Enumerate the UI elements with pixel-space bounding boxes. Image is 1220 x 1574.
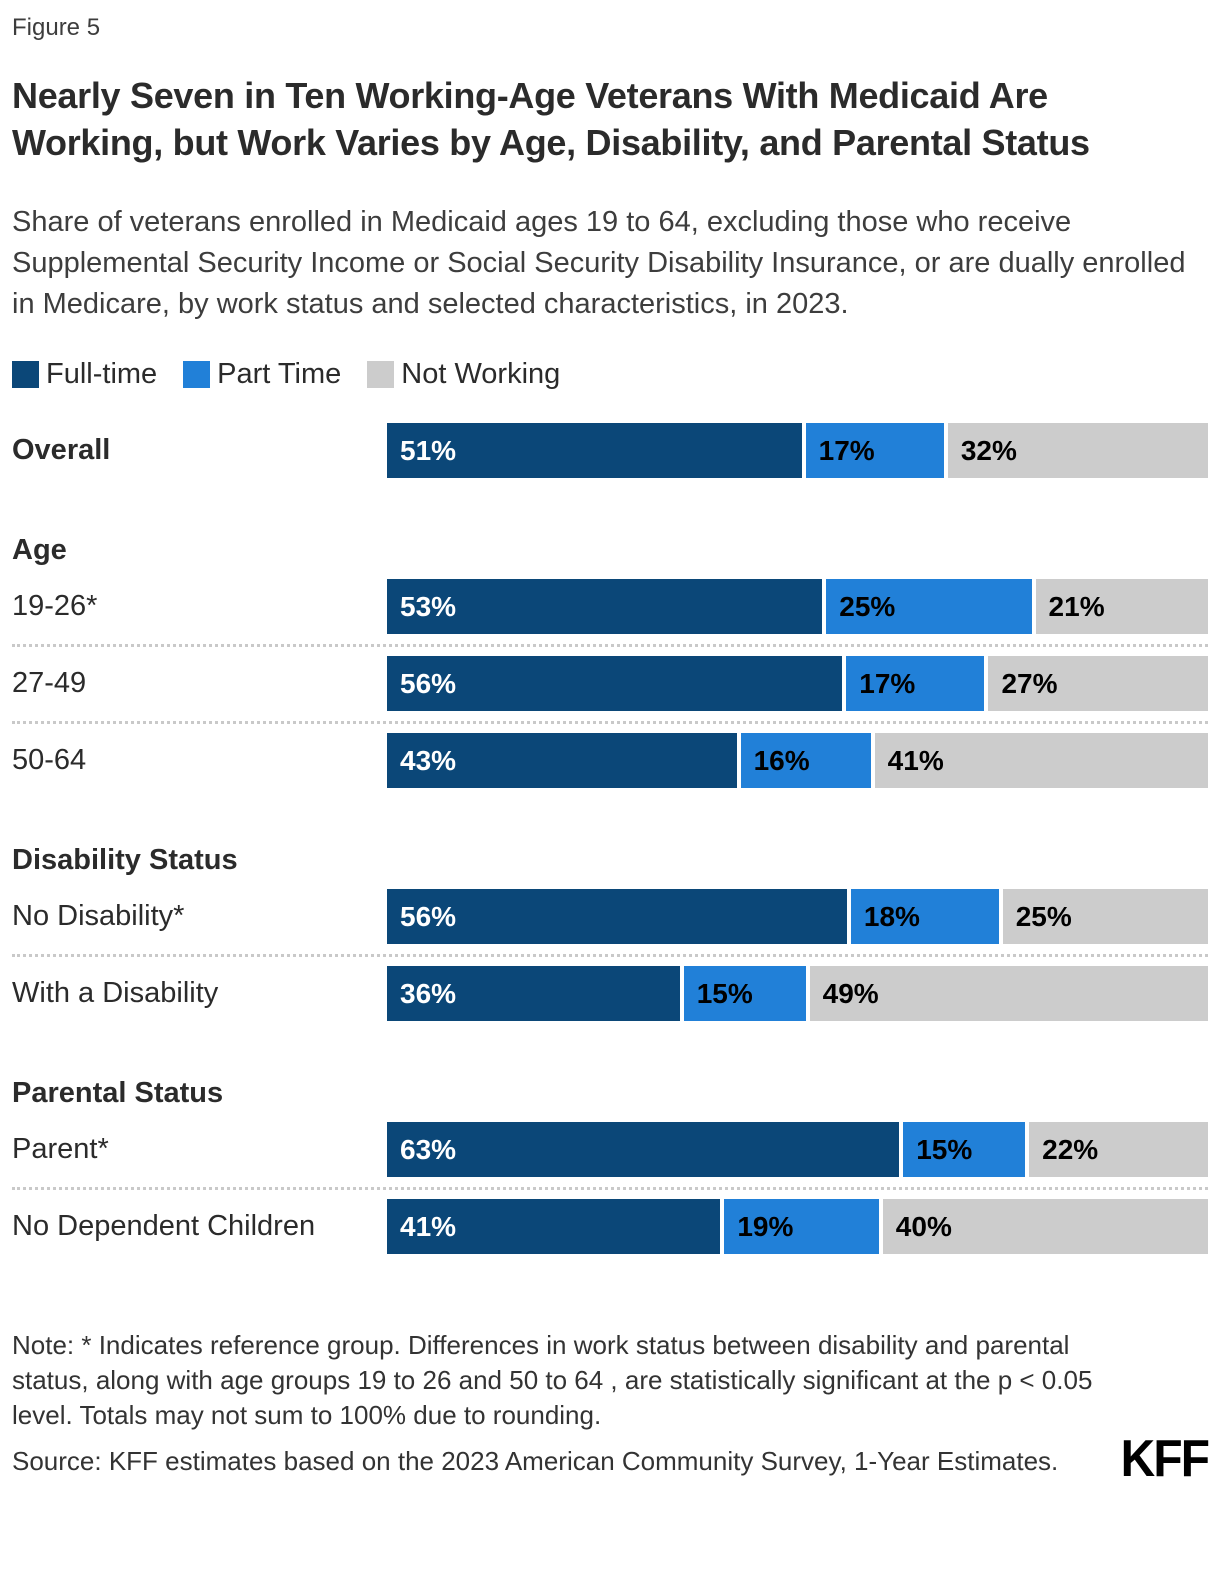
bar-segment-not-working [810, 966, 1208, 1021]
bar-segment-part-time [851, 889, 999, 944]
bar-segment-not-working [1029, 1122, 1208, 1177]
legend-swatch-icon [367, 361, 394, 388]
bar-segment-full-time [387, 1122, 899, 1177]
kff-logo: KFF [1120, 1430, 1208, 1488]
legend-label: Not Working [401, 357, 561, 390]
bar-segment-full-time [387, 656, 842, 711]
bar-track [387, 1199, 1208, 1254]
table-row [12, 423, 1208, 478]
row-label: With a Disability [12, 977, 219, 1009]
table-row [12, 966, 1208, 1021]
note-text: Note: * Indicates reference group. Differences in work status between disability and parental status, along with age groups 19 to 26 and 50 to 64 , are statistically significant at the p < 0.05 level. Totals may not sum to 100% due to rounding. [12, 1330, 1093, 1430]
segment-value: 49% [822, 977, 879, 1009]
bar-track [387, 733, 1208, 788]
segment-value: 22% [1042, 1133, 1099, 1165]
source-text: Source: KFF estimates based on the 2023 American Community Survey, 1-Year Estimates. [12, 1446, 1059, 1476]
bar-segment-part-time [741, 733, 871, 788]
row-separator [12, 644, 1208, 647]
segment-value: 17% [818, 434, 875, 466]
chart-subtitle: Share of veterans enrolled in Medicaid ages 19 to 64, excluding those who receive Supplemental Security Income or Social Security Disability Insurance, or are dually enrolled in Medicare, by work status and selected characteristics, in 2023. [12, 206, 1186, 320]
row-separator [12, 721, 1208, 724]
row-label: Parent* [12, 1133, 109, 1165]
segment-value: 15% [696, 977, 753, 1009]
segment-value: 41% [887, 744, 944, 776]
legend-swatch-icon [12, 361, 39, 388]
bar-segment-part-time [903, 1122, 1025, 1177]
table-row [12, 579, 1208, 634]
bar-track [387, 966, 1208, 1021]
legend-label: Part Time [217, 357, 342, 390]
legend-label: Full-time [46, 357, 158, 390]
bar-track [387, 889, 1208, 944]
segment-value: 32% [960, 434, 1017, 466]
legend-swatch-icon [183, 361, 210, 388]
row-label: No Disability* [12, 900, 185, 932]
row-separator [12, 1187, 1208, 1190]
figure-label: Figure 5 [12, 14, 101, 41]
segment-value: 56% [400, 900, 457, 932]
segment-value: 16% [753, 744, 810, 776]
bar-segment-full-time [387, 889, 847, 944]
table-row [12, 889, 1208, 944]
legend-item-1 [183, 358, 341, 391]
segment-value: 41% [400, 1210, 457, 1242]
bar-segment-full-time [387, 423, 802, 478]
segment-value: 63% [400, 1133, 457, 1165]
bar-segment-full-time [387, 966, 680, 1021]
bar-segment-part-time [826, 579, 1031, 634]
bar-segment-not-working [883, 1199, 1208, 1254]
bar-track [387, 423, 1208, 478]
segment-value: 51% [400, 434, 457, 466]
segment-value: 15% [916, 1133, 973, 1165]
segment-value: 43% [400, 744, 457, 776]
segment-value: 25% [839, 590, 896, 622]
legend [12, 356, 1208, 392]
segment-value: 18% [863, 900, 920, 932]
segment-value: 25% [1015, 900, 1072, 932]
section-header: Disability Status [12, 844, 238, 876]
segment-value: 36% [400, 977, 457, 1009]
footer [12, 1430, 1208, 1488]
bar-segment-not-working [1036, 579, 1208, 634]
legend-item-2 [367, 358, 560, 391]
bar-segment-part-time [846, 656, 984, 711]
legend-item-0 [12, 358, 157, 391]
bar-segment-full-time [387, 733, 737, 788]
segment-value: 56% [400, 667, 457, 699]
bar-segment-part-time [806, 423, 944, 478]
chart-title: Nearly Seven in Ten Working-Age Veterans With Medicaid Are Working, but Work Varies by Age, Disability, and Parental Status [12, 75, 1090, 163]
section-header: Parental Status [12, 1077, 224, 1109]
bar-segment-full-time [387, 579, 822, 634]
bar-segment-full-time [387, 1199, 720, 1254]
table-row [12, 656, 1208, 711]
row-label: Overall [12, 434, 111, 466]
bar-track [387, 1122, 1208, 1177]
bar-track [387, 656, 1208, 711]
row-separator [12, 954, 1208, 957]
row-label: 19-26* [12, 590, 98, 622]
bar-segment-part-time [684, 966, 806, 1021]
bar-segment-not-working [1003, 889, 1208, 944]
segment-value: 19% [737, 1210, 794, 1242]
section-header: Age [12, 534, 67, 566]
table-row [12, 1122, 1208, 1177]
segment-value: 40% [895, 1210, 952, 1242]
bar-track [387, 579, 1208, 634]
row-label: 50-64 [12, 744, 87, 776]
bar-segment-part-time [724, 1199, 878, 1254]
segment-value: 21% [1048, 590, 1105, 622]
chart-rows [12, 423, 1208, 1254]
row-label: No Dependent Children [12, 1210, 316, 1242]
row-label: 27-49 [12, 667, 87, 699]
segment-value: 53% [400, 590, 457, 622]
bar-segment-not-working [875, 733, 1208, 788]
bar-segment-not-working [948, 423, 1208, 478]
segment-value: 27% [1001, 667, 1058, 699]
table-row [12, 1199, 1208, 1254]
bar-segment-not-working [988, 656, 1208, 711]
segment-value: 17% [859, 667, 916, 699]
table-row [12, 733, 1208, 788]
